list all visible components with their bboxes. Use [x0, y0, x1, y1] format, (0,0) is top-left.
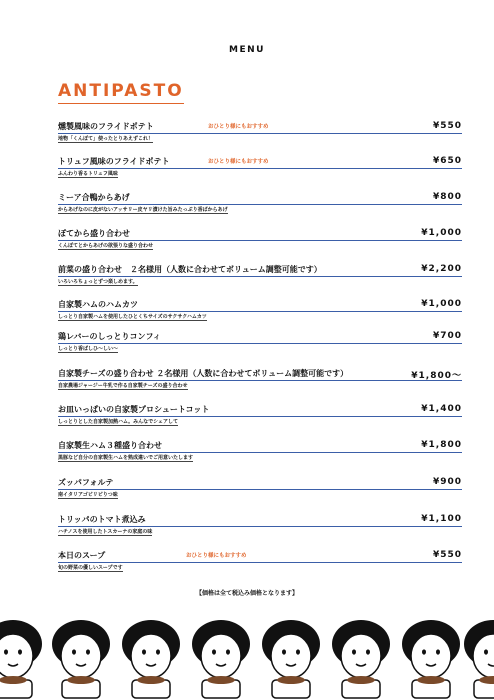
- menu-item: [58, 514, 462, 540]
- item-name: トリッパのトマト煮込み: [58, 514, 146, 527]
- menu-item: [58, 192, 462, 218]
- item-price: ¥1,000: [421, 228, 462, 238]
- item-price: ¥700: [432, 331, 462, 341]
- face-illustration: [462, 614, 494, 700]
- item-name: ズッパフォルテ: [58, 477, 114, 490]
- item-desc: ふんわり香るトリュフ風味: [58, 171, 118, 177]
- menu-item: [58, 404, 462, 430]
- face-illustration: [260, 614, 322, 700]
- item-name: ミーア合鴨からあげ: [58, 192, 130, 205]
- section-title: ANTIPASTO: [58, 81, 184, 101]
- item-tag: おひとり様にもおすすめ: [186, 553, 247, 559]
- item-tag: おひとり様にもおすすめ: [208, 159, 269, 165]
- item-price: ¥1,800～: [411, 371, 462, 381]
- item-rule: [58, 562, 462, 563]
- item-name: 燻製風味のフライドポテト: [58, 121, 154, 134]
- item-rule: [58, 276, 462, 277]
- illustration-strip: [0, 606, 494, 700]
- item-price: ¥900: [432, 477, 462, 487]
- item-rule: [58, 311, 462, 312]
- item-rule: [58, 204, 462, 205]
- item-desc: しっとりとした自家製加熱ハム。みんなでシェアして: [58, 419, 179, 425]
- item-price: ¥650: [432, 156, 462, 166]
- item-name: 鶏レバーのしっとりコンフィ: [58, 331, 161, 344]
- item-desc: しっとり自家製ハムを使用したひとくちサイズのサクサクハムカツ: [58, 314, 207, 320]
- item-rule: [58, 452, 462, 453]
- item-rule: [58, 240, 462, 241]
- item-price: ¥1,800: [421, 440, 462, 450]
- item-rule: [58, 343, 462, 344]
- item-desc: 南イタリアゴビリピりつ味: [58, 492, 118, 498]
- item-name: 前菜の盛り合わせ ２名様用（人数に合わせてボリューム調整可能です）: [58, 264, 322, 277]
- item-rule: [58, 168, 462, 169]
- item-name: 本日のスープ: [58, 550, 105, 563]
- item-desc: 黒豚など自分の自家製生ハムを熟成違いでご用意いたします: [58, 455, 194, 461]
- menu-item: [58, 121, 462, 147]
- item-rule: [58, 416, 462, 417]
- item-desc: ハチノスを使用したトスカーナの家庭の味: [58, 529, 153, 535]
- item-desc: 自家農場ジャージー牛乳で作る自家製チーズの盛り合わせ: [58, 383, 188, 389]
- item-tag: おひとり様にもおすすめ: [208, 124, 269, 130]
- face-illustration: [190, 614, 252, 700]
- item-name: トリュフ風味のフライドポテト: [58, 156, 170, 169]
- item-desc: しっとり香ばしひ～しい～: [58, 346, 119, 352]
- item-desc: からあげなのに皮がないアッサリー皮ヤリ漬けた旨みたっぷり香ばからあげ: [58, 207, 228, 213]
- item-name: ぽてから盛り合わせ: [58, 228, 130, 241]
- menu-item: [58, 156, 462, 182]
- menu-item: [58, 331, 462, 357]
- item-name: お皿いっぱいの自家製プロシュートコット: [58, 404, 209, 417]
- item-rule: [58, 380, 462, 381]
- menu-item: [58, 264, 462, 290]
- menu-item: [58, 368, 462, 394]
- item-name: 自家製ハムのハムカツ: [58, 299, 138, 312]
- menu-item: [58, 299, 462, 325]
- item-desc: 旬の野菜の優しいスープです: [58, 565, 123, 571]
- tax-note: 【価格は全て税込み価格となります】: [195, 590, 298, 597]
- item-price: ¥2,200: [421, 264, 462, 274]
- item-price: ¥550: [432, 550, 462, 560]
- item-desc: いろいろちょっとずつ楽しめます。: [58, 279, 138, 285]
- face-illustration: [50, 614, 112, 700]
- item-rule: [58, 526, 462, 527]
- item-price: ¥1,100: [421, 514, 462, 524]
- menu-item: [58, 550, 462, 576]
- item-rule: [58, 489, 462, 490]
- face-illustration: [330, 614, 392, 700]
- item-price: ¥1,400: [421, 404, 462, 414]
- item-price: ¥1,000: [421, 299, 462, 309]
- item-desc: 地物「くんぽて」使ったとりあえずこれ！: [58, 136, 154, 142]
- item-name: 自家製生ハム３種盛り合わせ: [58, 440, 162, 453]
- menu-item: [58, 477, 462, 503]
- menu-item: [58, 228, 462, 254]
- menu-item: [58, 440, 462, 466]
- face-illustration: [0, 614, 44, 700]
- item-desc: くんぽてとからあげの欲張りな盛り合わせ: [58, 243, 154, 249]
- page-title: MENU: [229, 45, 265, 55]
- item-name: 自家製チーズの盛り合わせ ２名様用（人数に合わせてボリューム調整可能です）: [58, 368, 348, 381]
- item-price: ¥550: [432, 121, 462, 131]
- item-price: ¥800: [432, 192, 462, 202]
- face-illustration: [400, 614, 462, 700]
- item-rule: [58, 133, 462, 134]
- face-illustration: [120, 614, 182, 700]
